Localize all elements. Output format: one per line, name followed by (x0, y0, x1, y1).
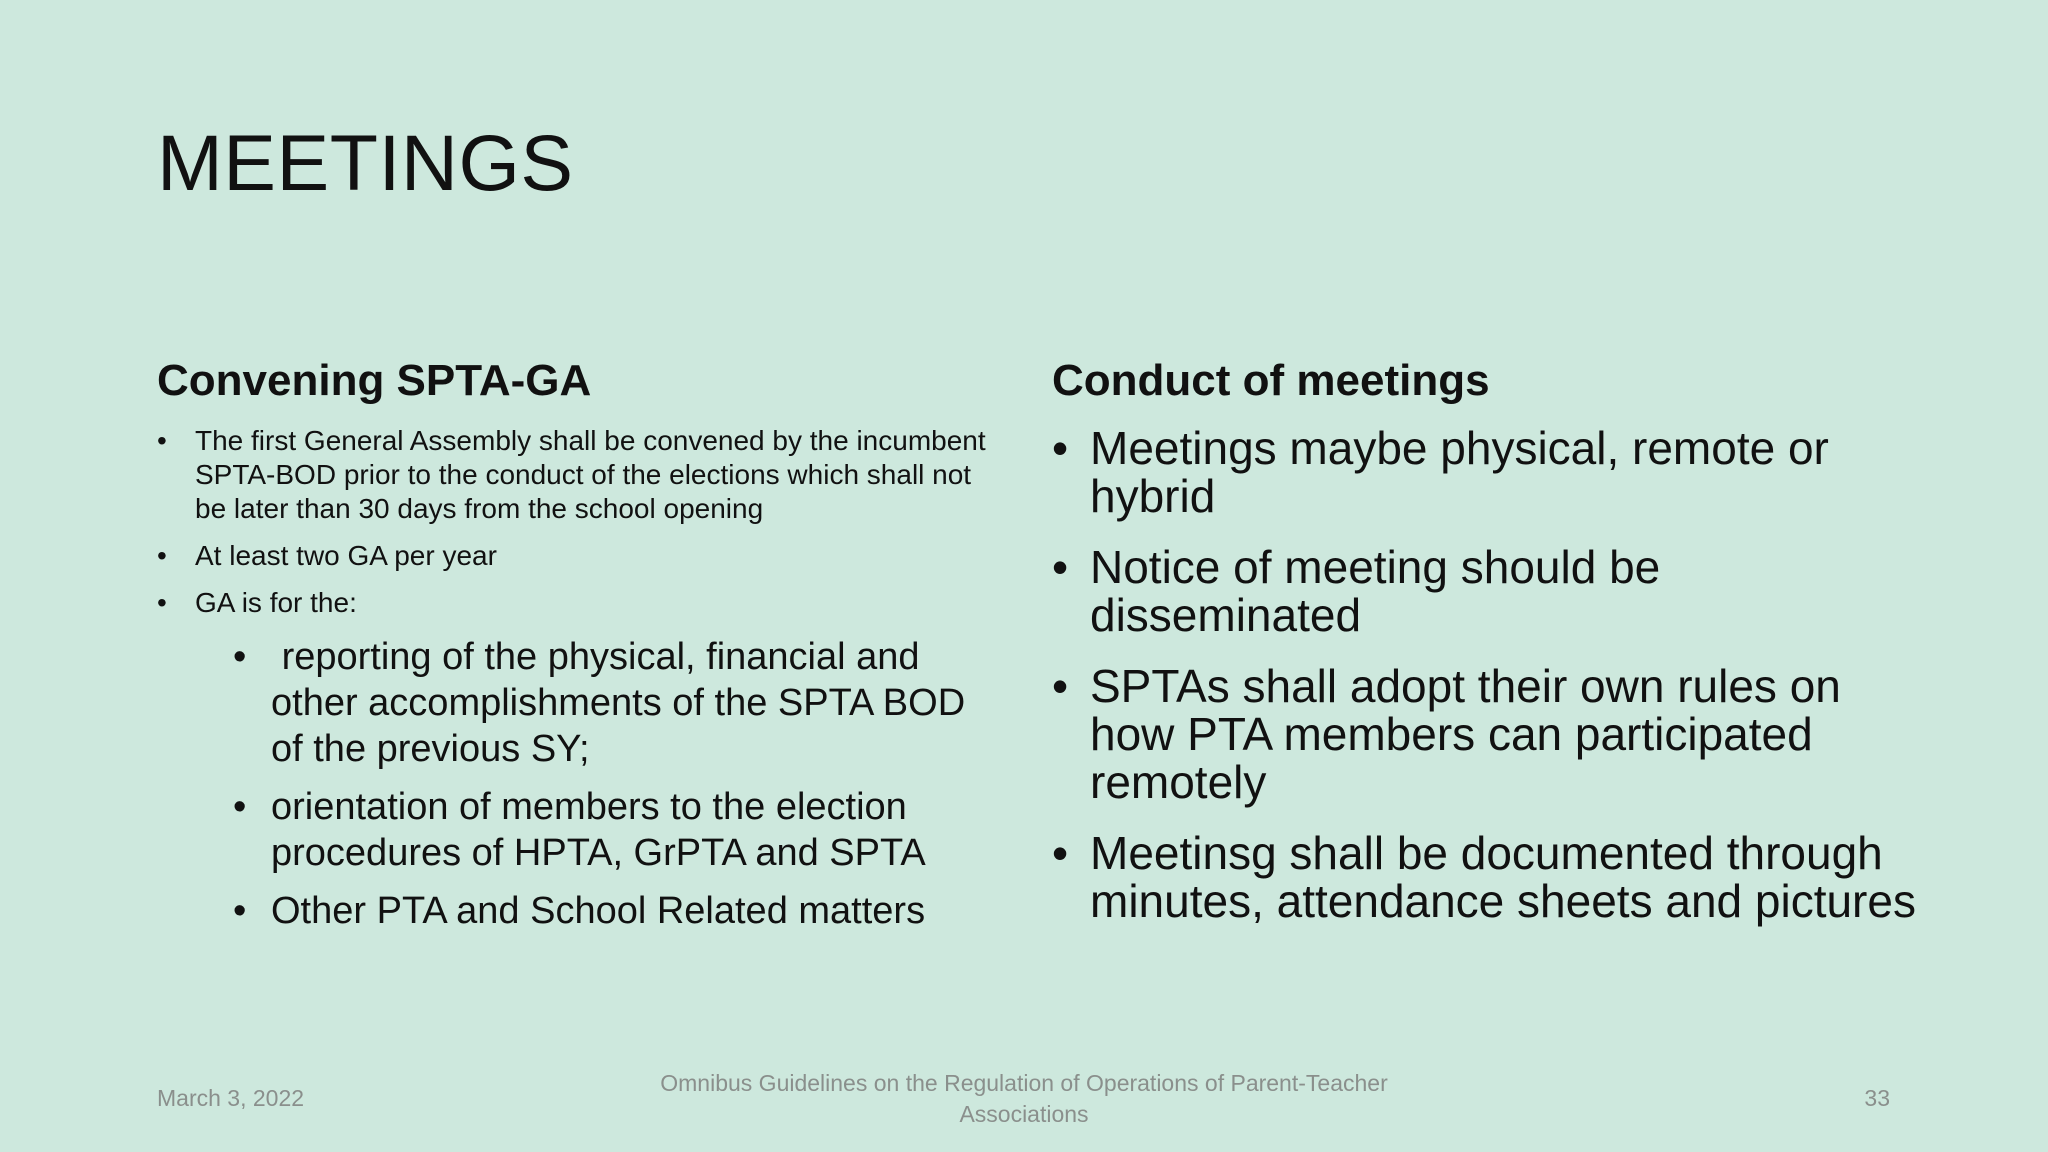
right-column-heading: Conduct of meetings (1052, 356, 1490, 405)
sub-list-item (233, 784, 997, 876)
list-item-text: The first General Assembly shall be convened by the incumbent SPTA-BOD prior to the conduct of the elections which shall not be later than 30 days from the school opening (195, 424, 986, 524)
sub-list-item-text: Other PTA and School Related matters (271, 889, 926, 932)
slide-title: MEETINGS (157, 118, 574, 207)
right-bullet-list (1052, 421, 1922, 927)
sub-list-item-text: reporting of the physical, financial and other accomplishments of the SPTA BOD of the previous SY; (271, 635, 976, 770)
list-item-text: SPTAs shall adopt their own rules on how PTA members can participated remotely (1090, 659, 1841, 808)
list-item (157, 539, 997, 573)
page-number: 33 (1864, 1085, 1890, 1111)
list-item (1052, 826, 1922, 927)
list-item (1052, 421, 1922, 522)
left-bullet-list (157, 424, 997, 934)
list-item-text: At least two GA per year (195, 539, 497, 571)
list-item (157, 424, 997, 526)
list-item-text: Notice of meeting should be disseminated (1090, 540, 1661, 641)
list-item-text: Meetinsg shall be documented through minutes, attendance sheets and pictures (1090, 826, 1916, 927)
list-item (157, 586, 997, 934)
footer-title: Omnibus Guidelines on the Regulation of Operations of Parent-Teacher Associations (660, 1070, 1388, 1127)
left-column (157, 355, 997, 947)
left-sub-bullet-list (233, 634, 997, 934)
list-item-text: GA is for the: (195, 586, 357, 618)
sub-list-item (233, 634, 997, 772)
sub-list-item-text: orientation of members to the election procedures of HPTA, GrPTA and SPTA (271, 785, 926, 874)
list-item (1052, 659, 1922, 808)
right-column (1052, 355, 1922, 948)
list-item (1052, 540, 1922, 641)
list-item-text: Meetings maybe physical, remote or hybrid (1090, 421, 1829, 522)
sub-list-item (233, 888, 997, 934)
footer-date: March 3, 2022 (157, 1085, 305, 1111)
left-column-heading: Convening SPTA-GA (157, 356, 592, 405)
